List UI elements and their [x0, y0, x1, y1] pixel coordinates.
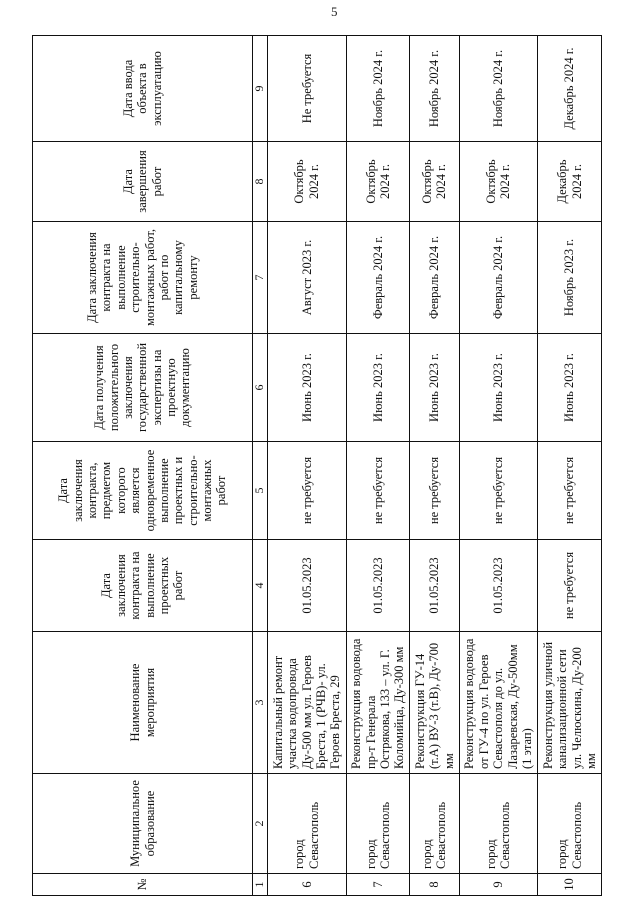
municipality-cell: город Севастополь — [346, 774, 410, 874]
expertise-date-cell: Июнь 2023 г. — [538, 334, 602, 442]
design-contract-date-cell: 01.05.2023 — [268, 540, 347, 632]
schedule-table — [32, 35, 602, 896]
row-number: 8 — [410, 874, 459, 896]
table-row — [410, 36, 459, 896]
project-name-cell: Реконструкция ГУ-14 (т.А) ВУ-3 (т.В), Ду-700 мм — [410, 632, 459, 774]
commissioning-date-cell: Декабрь 2024 г. — [538, 36, 602, 142]
municipality-cell: город Севастополь — [268, 774, 347, 874]
column-number: 1 — [253, 874, 268, 896]
row-number: 7 — [346, 874, 410, 896]
column-number: 4 — [253, 540, 268, 632]
header-cell: № — [33, 874, 253, 896]
construction-contract-date-cell: Февраль 2024 г. — [346, 222, 410, 334]
combined-contract-date-cell: не требуется — [346, 442, 410, 540]
completion-date-cell: Октябрь 2024 г. — [268, 142, 347, 222]
header-cell: Муниципальное образование — [33, 774, 253, 874]
municipality-cell: город Севастополь — [459, 774, 538, 874]
design-contract-date-cell: 01.05.2023 — [346, 540, 410, 632]
column-number: 6 — [253, 334, 268, 442]
combined-contract-date-cell: не требуется — [459, 442, 538, 540]
project-name-cell: Капитальный ремонт участка водопровода Ду-500 мм ул. Героев Бреста, 1 (РЧВ)- ул. Героев Бреста, 29 — [268, 632, 347, 774]
table-row — [346, 36, 410, 896]
header-cell: Дата завершения работ — [33, 142, 253, 222]
schedule-table-sheet — [32, 36, 602, 896]
header-row — [33, 36, 253, 896]
header-cell: Дата получения положительного заключения государственной экспертизы на проектную документацию — [33, 334, 253, 442]
header-cell: Наименование мероприятия — [33, 632, 253, 774]
municipality-cell: город Севастополь — [410, 774, 459, 874]
table-row — [268, 36, 347, 896]
completion-date-cell: Октябрь 2024 г. — [459, 142, 538, 222]
header-cell: Дата заключения контракта на выполнение строительно-монтажных работ, работ по капитальному ремонту — [33, 222, 253, 334]
project-name-cell: Реконструкция водовода пр-т Генерала Острякова, 133 – ул. Г. Коломийца, Ду-300 мм — [346, 632, 410, 774]
row-number: 6 — [268, 874, 347, 896]
completion-date-cell: Октябрь 2024 г. — [346, 142, 410, 222]
commissioning-date-cell: Ноябрь 2024 г. — [346, 36, 410, 142]
design-contract-date-cell: не требуется — [538, 540, 602, 632]
column-number: 9 — [253, 36, 268, 142]
combined-contract-date-cell: не требуется — [410, 442, 459, 540]
expertise-date-cell: Июнь 2023 г. — [459, 334, 538, 442]
page-number: 5 — [331, 4, 338, 19]
column-number: 5 — [253, 442, 268, 540]
project-name-cell: Реконструкция уличной канализационной сети ул. Челюскина, Ду-200 мм — [538, 632, 602, 774]
municipality-cell: город Севастополь — [538, 774, 602, 874]
column-number: 7 — [253, 222, 268, 334]
column-number: 3 — [253, 632, 268, 774]
construction-contract-date-cell: Февраль 2024 г. — [459, 222, 538, 334]
construction-contract-date-cell: Август 2023 г. — [268, 222, 347, 334]
header-cell: Дата заключения контракта, предметом которого является одновременное выполнение проектных и строительно-монтажных работ — [33, 442, 253, 540]
construction-contract-date-cell: Февраль 2024 г. — [410, 222, 459, 334]
table-row — [459, 36, 538, 896]
column-number: 8 — [253, 142, 268, 222]
column-number-row — [253, 36, 268, 896]
header-cell: Дата заключения контракта на выполнение проектных работ — [33, 540, 253, 632]
completion-date-cell: Октябрь 2024 г. — [410, 142, 459, 222]
commissioning-date-cell: Не требуется — [268, 36, 347, 142]
expertise-date-cell: Июнь 2023 г. — [268, 334, 347, 442]
row-number: 9 — [459, 874, 538, 896]
expertise-date-cell: Июнь 2023 г. — [346, 334, 410, 442]
design-contract-date-cell: 01.05.2023 — [459, 540, 538, 632]
table-row — [538, 36, 602, 896]
commissioning-date-cell: Ноябрь 2024 г. — [459, 36, 538, 142]
completion-date-cell: Декабрь 2024 г. — [538, 142, 602, 222]
combined-contract-date-cell: не требуется — [268, 442, 347, 540]
project-name-cell: Реконструкция водовода от ГУ-4 по ул. Героев Севастополя до ул. Лазаревская, Ду-500мм (1 этап) — [459, 632, 538, 774]
expertise-date-cell: Июнь 2023 г. — [410, 334, 459, 442]
design-contract-date-cell: 01.05.2023 — [410, 540, 459, 632]
commissioning-date-cell: Ноябрь 2024 г. — [410, 36, 459, 142]
construction-contract-date-cell: Ноябрь 2023 г. — [538, 222, 602, 334]
column-number: 2 — [253, 774, 268, 874]
row-number: 10 — [538, 874, 602, 896]
combined-contract-date-cell: не требуется — [538, 442, 602, 540]
header-cell: Дата ввода объекта в эксплуатацию — [33, 36, 253, 142]
